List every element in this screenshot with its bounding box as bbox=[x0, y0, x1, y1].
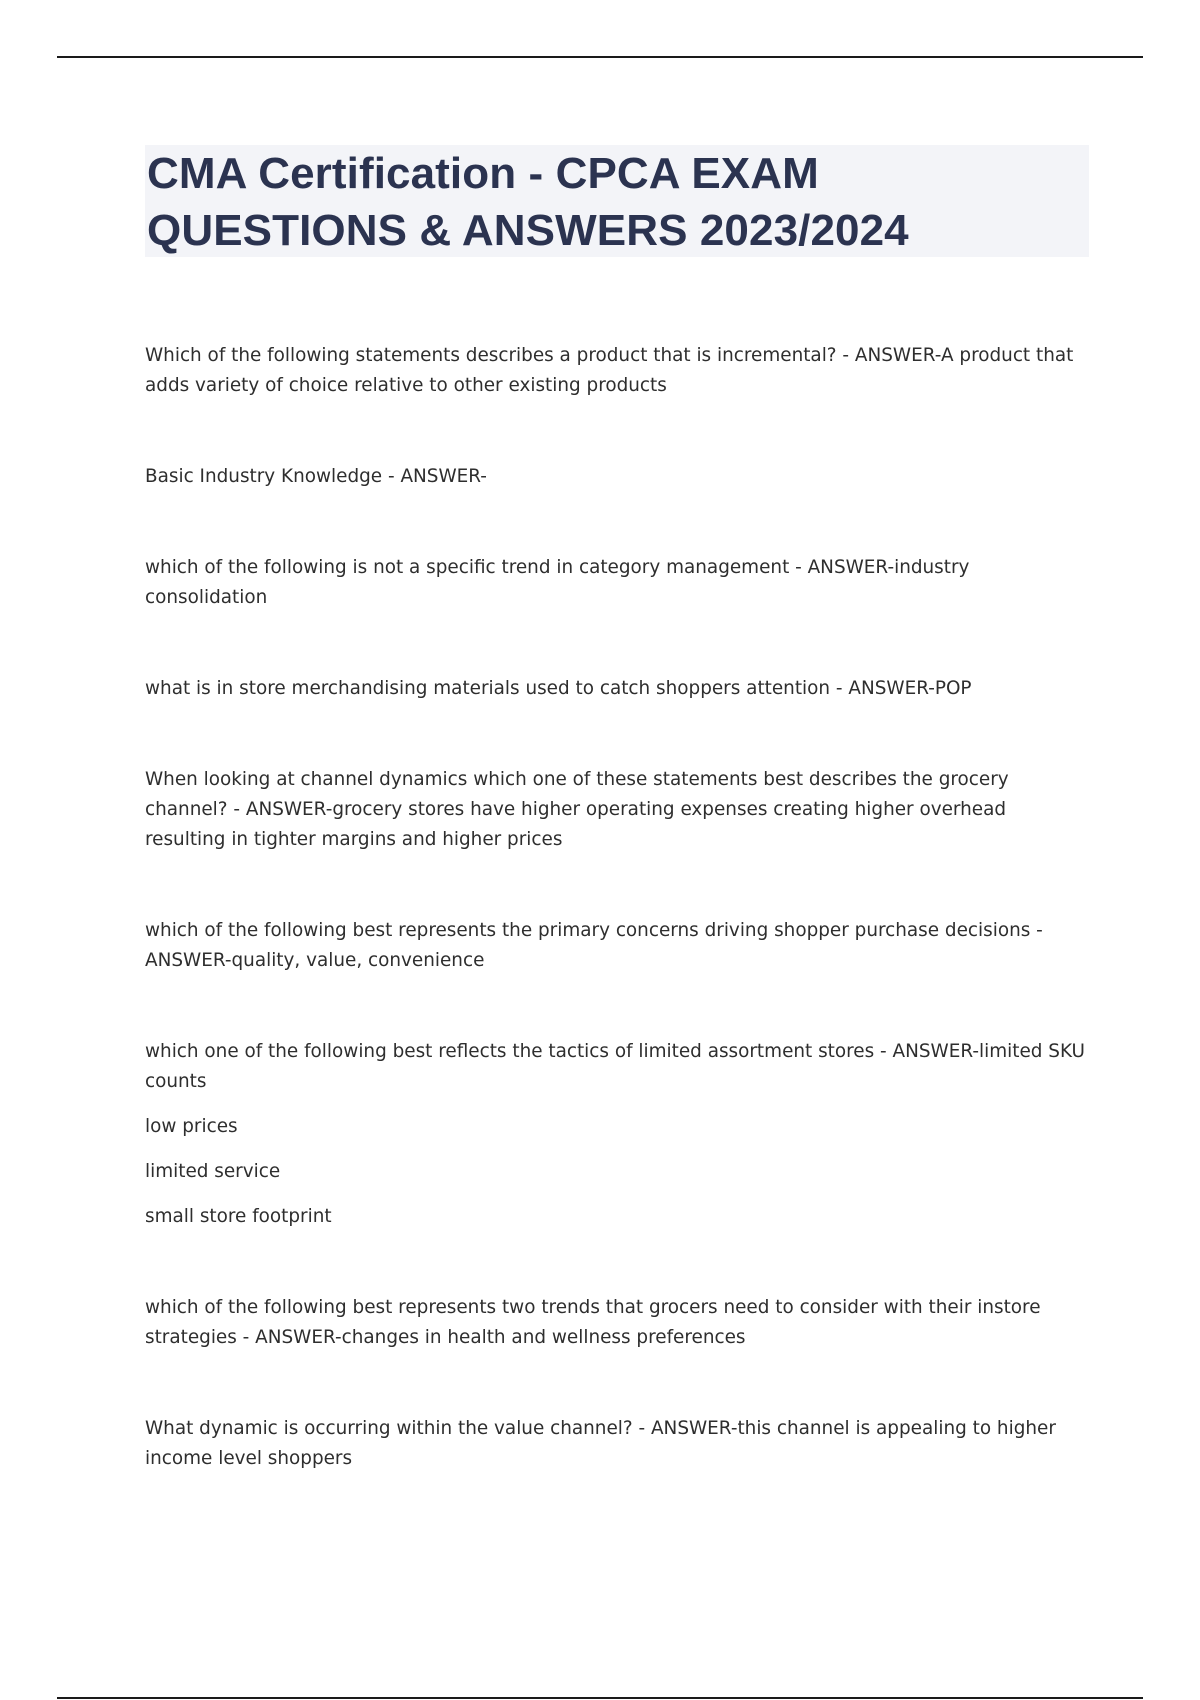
qa-item: what is in store merchandising materials used to catch shoppers attention - ANSWER-POP bbox=[145, 678, 972, 699]
qa-item: What dynamic is occurring within the value channel? - ANSWER-this channel is appealing to higher income level shoppers bbox=[145, 1418, 1056, 1469]
qa-item: which of the following best represents two trends that grocers need to consider with their instore strategies - ANSWER-changes in health and wellness preferences bbox=[145, 1297, 1041, 1348]
qa-list bbox=[145, 341, 1090, 1474]
qa-item-group bbox=[145, 1037, 1090, 1232]
bottom-rule bbox=[57, 1697, 1143, 1699]
qa-sub-answer: small store footprint bbox=[145, 1206, 332, 1227]
qa-item: which one of the following best reflects the tactics of limited assortment stores - ANSWER-limited SKU counts bbox=[145, 1041, 1085, 1092]
qa-sub-answer: low prices bbox=[145, 1116, 238, 1137]
qa-item: which of the following best represents the primary concerns driving shopper purchase decisions - ANSWER-quality, value, convenience bbox=[145, 920, 1043, 971]
qa-item: which of the following is not a specific trend in category management - ANSWER-industry consolidation bbox=[145, 557, 970, 608]
top-rule bbox=[57, 56, 1143, 58]
qa-item: Basic Industry Knowledge - ANSWER- bbox=[145, 466, 487, 487]
qa-item: Which of the following statements describes a product that is incremental? - ANSWER-A product that adds variety of choice relative to other existing products bbox=[145, 345, 1074, 396]
qa-sub-answer: limited service bbox=[145, 1161, 281, 1182]
title-box bbox=[145, 145, 1089, 257]
document-title: CMA Certification - CPCA EXAM QUESTIONS & ANSWERS 2023/2024 bbox=[147, 149, 909, 255]
qa-item: When looking at channel dynamics which one of these statements best describes the grocery channel? - ANSWER-grocery stores have higher operating expenses creating higher overhead resulting in tighter margins and higher prices bbox=[145, 769, 1009, 850]
